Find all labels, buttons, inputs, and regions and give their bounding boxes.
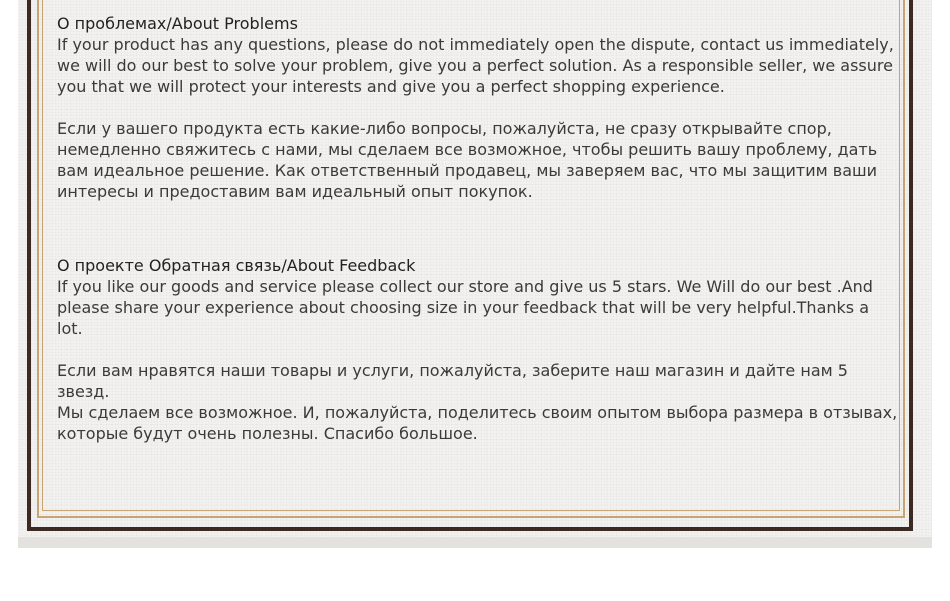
feedback-paragraph-ru: Если вам нравятся наши товары и услуги, пожалуйста, заберите наш магазин и дайте нам 5 звезд. Мы сделаем все возможное. И, пожалуйста, поделитесь своим опытом выбора размера в отзывах, которые будут очень полезны. Спасибо большое. (57, 361, 898, 443)
problems-heading: О проблемах/About Problems (57, 14, 298, 33)
feedback-heading: О проекте Обратная связь/About Feedback (57, 256, 416, 275)
problems-section (57, 13, 902, 202)
feedback-paragraph-en: If you like our goods and service please collect our store and give us 5 stars. We Will do our best .And please share your experience about choosing size in your feedback that will be very helpful.Thanks a lot. (57, 277, 873, 338)
notice-content (57, 13, 902, 444)
problems-paragraph-en: If your product has any questions, please do not immediately open the dispute, contact us immediately, we will do our best to solve your problem, give you a perfect solution. As a responsible seller, we assure you that we will protect your interests and give you a perfect shopping experience. (57, 35, 894, 96)
feedback-section (57, 255, 902, 444)
problems-paragraph-ru: Если у вашего продукта есть какие-либо вопросы, пожалуйста, не сразу открывайте спор, немедленно свяжитесь с нами, мы сделаем все возможное, чтобы решить вашу проблему, дать вам идеальное решение. Как ответственный продавец, мы заверяем вас, что мы защитим ваши интересы и предоставим вам идеальный опыт покупок. (57, 119, 878, 201)
